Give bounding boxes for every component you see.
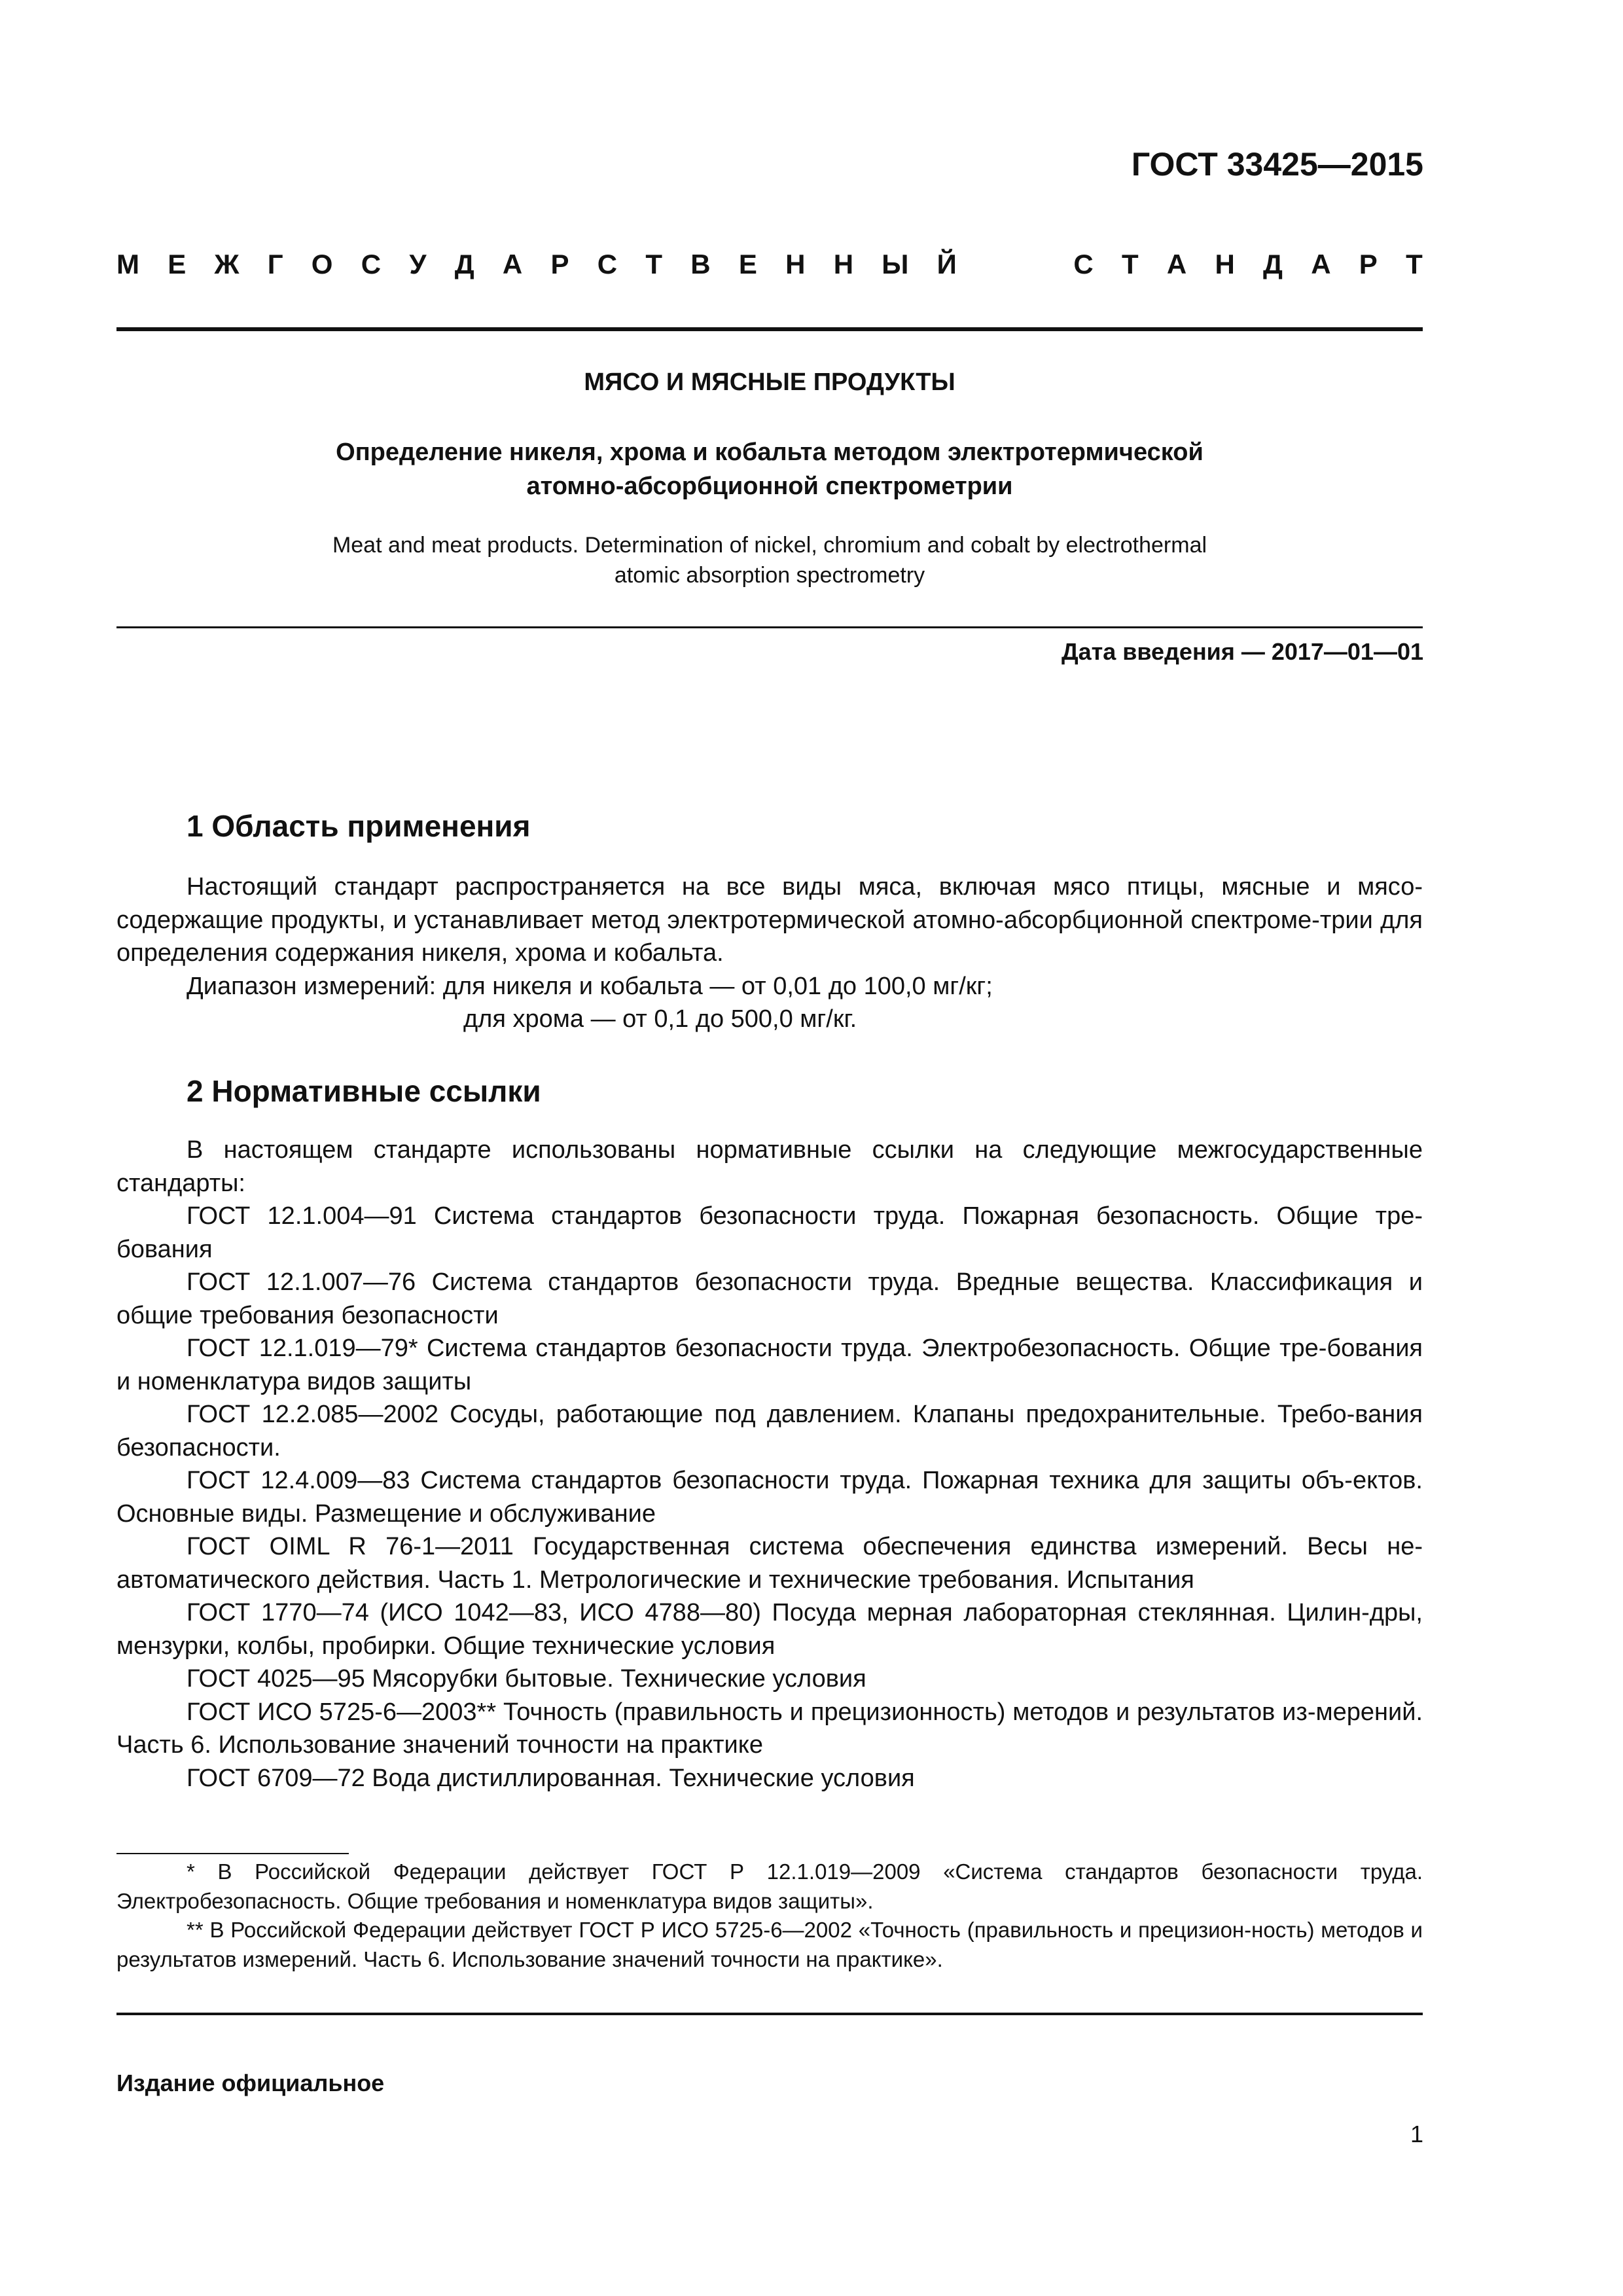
footnotes: [116, 1857, 1423, 1974]
word-gap: [985, 249, 1045, 280]
heading-letter: Т: [1121, 249, 1139, 279]
official-edition-label: Издание официальное: [116, 2070, 385, 2096]
measurement-range-line: Диапазон измерений: для никеля и кобальта — от 0,01 до 100,0 мг/кг;: [187, 972, 993, 1000]
heading-letter: Д: [454, 249, 474, 279]
heading-letter: Ж: [214, 249, 240, 279]
heading-letter: С: [1073, 249, 1094, 279]
document-subtitle-ru: [116, 435, 1423, 503]
references-intro: В настоящем стандарте использованы нормативные ссылки на следующие межгосударственные стандарты:: [116, 1136, 1423, 1197]
heading-letter: Д: [1263, 249, 1283, 279]
heading-letter: А: [1311, 249, 1331, 279]
document-title: МЯСО И МЯСНЫЕ ПРОДУКТЫ: [584, 368, 955, 396]
subtitle-ru-line: Определение никеля, хрома и кобальта методом электротермической: [336, 439, 1204, 466]
page-number: 1: [1410, 2121, 1423, 2147]
reference-item: ГОСТ 12.2.085—2002 Сосуды, работающие под давлением. Клапаны предохранительные. Требо-вания безопасности.: [116, 1401, 1423, 1462]
document-subtitle-en: [116, 530, 1423, 590]
header-rule: [116, 327, 1423, 331]
heading-letter: М: [116, 249, 139, 279]
footnote: ** В Российской Федерации действует ГОСТ Р ИСО 5725-6—2002 «Точность (правильность и прецизион-ность) методов и результатов измерений. Часть 6. Использование значений точности на практике».: [116, 1918, 1423, 1971]
heading-letter: У: [409, 249, 427, 279]
heading-letter: Т: [645, 249, 662, 279]
heading-letter: Е: [738, 249, 757, 279]
section-body-references: [116, 1134, 1423, 1795]
reference-item: ГОСТ OIML R 76-1—2011 Государственная система обеспечения единства измерений. Весы не-автоматического действия. Часть 1. Метрологические и технические требования. Испытания: [116, 1533, 1423, 1594]
heading-letter: Ы: [882, 249, 909, 279]
heading-letter: Т: [1406, 249, 1423, 279]
title-rule: [116, 626, 1423, 628]
heading-letter: Н: [785, 249, 806, 279]
heading-letter: Е: [168, 249, 187, 279]
heading-letter: В: [690, 249, 711, 279]
subtitle-en-line: atomic absorption spectrometry: [614, 563, 925, 588]
interstate-standard-heading: [116, 249, 1423, 280]
heading-letter: А: [502, 249, 523, 279]
gost-number: ГОСТ 33425—2015: [1131, 146, 1423, 183]
heading-letter: Р: [1359, 249, 1378, 279]
reference-item: ГОСТ 6709—72 Вода дистиллированная. Технические условия: [187, 1764, 915, 1792]
reference-item: ГОСТ 1770—74 (ИСО 1042—83, ИСО 4788—80) Посуда мерная лабораторная стеклянная. Цилин-дры, мензурки, колбы, пробирки. Общие технические условия: [116, 1599, 1423, 1660]
section-body-scope: [116, 870, 1423, 1036]
footer-rule: [116, 2013, 1423, 2015]
heading-letter: С: [597, 249, 618, 279]
reference-item: ГОСТ 12.1.004—91 Система стандартов безопасности труда. Пожарная безопасность. Общие тре-бования: [116, 1202, 1423, 1263]
heading-letter: Й: [936, 249, 957, 279]
footnote: * В Российской Федерации действует ГОСТ Р 12.1.019—2009 «Система стандартов безопасности труда. Электробезопасность. Общие требования и номенклатура видов защиты».: [116, 1859, 1423, 1913]
heading-letter: Н: [1215, 249, 1235, 279]
subtitle-ru-line: атомно-абсорбционной спектрометрии: [526, 473, 1013, 500]
heading-letter: О: [311, 249, 333, 279]
reference-item: ГОСТ 4025—95 Мясорубки бытовые. Технические условия: [187, 1665, 866, 1693]
reference-item: ГОСТ 12.4.009—83 Система стандартов безопасности труда. Пожарная техника для защиты объ-ектов. Основные виды. Размещение и обслуживание: [116, 1467, 1423, 1528]
section-heading-references: 2 Нормативные ссылки: [187, 1074, 541, 1108]
reference-item: ГОСТ ИСО 5725-6—2003** Точность (правильность и прецизионность) методов и результатов из-мерений. Часть 6. Использование значений точности на практике: [116, 1698, 1423, 1759]
subtitle-en-line: Meat and meat products. Determination of nickel, chromium and cobalt by electrothermal: [332, 533, 1207, 558]
section-heading-scope: 1 Область применения: [187, 809, 531, 843]
heading-letter: Г: [267, 249, 283, 279]
reference-item: ГОСТ 12.1.019—79* Система стандартов безопасности труда. Электробезопасность. Общие тре-бования и номенклатура видов защиты: [116, 1335, 1423, 1395]
heading-letter: С: [361, 249, 382, 279]
heading-letter: А: [1166, 249, 1187, 279]
measurement-range-line: для хрома — от 0,1 до 500,0 мг/кг.: [463, 1005, 857, 1033]
heading-letter: Р: [550, 249, 569, 279]
scope-paragraph: Настоящий стандарт распространяется на все виды мяса, включая мясо птицы, мясные и мясо-содержащие продукты, и устанавливает метод электротермической атомно-абсорбционной спектроме-трии для определения содержания никеля, хрома и кобальта.: [116, 873, 1423, 967]
footnote-separator: [116, 1853, 349, 1854]
heading-letter: Н: [833, 249, 854, 279]
reference-item: ГОСТ 12.1.007—76 Система стандартов безопасности труда. Вредные вещества. Классификация и общие требования безопасности: [116, 1268, 1423, 1329]
introduction-date: Дата введения — 2017—01—01: [1061, 638, 1423, 665]
